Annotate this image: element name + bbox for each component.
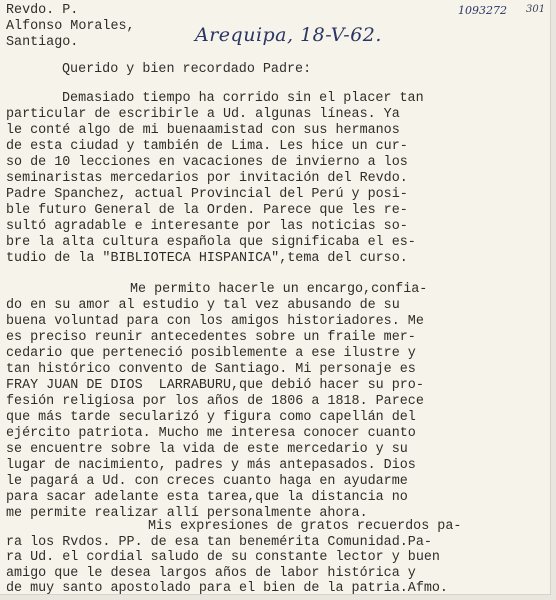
paragraph-3-line: ra Ud. el cordial saludo de su constante lector y buen (6, 550, 440, 565)
paragraph-2-line: para sacar adelante esta tarea,que la distancia no (6, 490, 408, 505)
paragraph-2-line: ejército patriota. Mucho me interesa conocer cuanto (6, 426, 416, 441)
paragraph-1-line: ble futuro General de la Orden. Parece que les re- (6, 203, 408, 218)
archive-doc-number: 1093272 (458, 4, 507, 17)
paragraph-2-line: FRAY JUAN DE DIOS LARRABURU,que debió hacer su pro- (6, 378, 424, 393)
paragraph-3-line: ra los Rvdos. PP. de esa tan benemérita Comunidad.Pa- (6, 534, 432, 550)
paragraph-1-line: bre la alta cultura española que significaba el es- (6, 235, 416, 250)
paragraph-1-line: le conté algo de mi buenaamistad con sus hermanos (6, 123, 400, 138)
paragraph-3-line: de muy santo apostolado para el bien de la patria.Afmo. (6, 581, 448, 596)
paragraph-3-line: Mis expresiones de gratos recuerdos pa- (148, 519, 462, 534)
paragraph-1-line: so de 10 lecciones en vacaciones de invierno a los (6, 155, 408, 170)
recipient-line: Revdo. P. (6, 3, 79, 18)
recipient-line: Santiago. (6, 35, 79, 50)
paragraph-2-line: es preciso reunir antecedentes sobre un fraile mer- (6, 330, 416, 345)
paragraph-2-line: buena voluntad para con los amigos historiadores. Me (6, 314, 424, 329)
paragraph-1-line: tudio de la "BIBLIOTECA HISPANICA",tema del curso. (6, 251, 408, 266)
recipient-line: Alfonso Morales, (6, 19, 135, 34)
paragraph-1-line: Demasiado tiempo ha corrido sin el placer tan (62, 91, 424, 106)
paragraph-2-line: cedario que perteneció posiblemente a ese ilustre y (6, 346, 416, 361)
paragraph-2-line: que más tarde secularizó y figura como capellán del (6, 410, 416, 425)
paragraph-2-line: Me permito hacerle un encargo,confia- (130, 282, 428, 297)
paragraph-2-line: tan histórico convento de Santiago. Mi personaje es (6, 362, 416, 377)
paragraph-1-line: Padre Spanchez, actual Provincial del Perú y posi- (6, 187, 408, 202)
paragraph-1-line: de esta ciudad y también de Lima. Les hice un cur- (6, 139, 408, 154)
paragraph-2-line: me permite realizar allí personalmente ahora. (6, 506, 368, 521)
paragraph-1-line: particular de escribirle a Ud. algunas líneas. Ya (6, 107, 400, 122)
archive-sheet-number: 301 (526, 4, 546, 15)
paragraph-2-line: fesión religiosa por los años de 1806 a 1818. Parece (6, 394, 424, 409)
paragraph-1-line: sultó agradable e interesante por las noticias so- (6, 219, 408, 234)
handwritten-date: Arequipa, 18-V-62. (195, 24, 382, 46)
paragraph-1-line: seminaristas mercedarios por invitación del Revdo. (6, 171, 408, 186)
paragraph-3-line: amigo que le desea largos años de labor histórica y (6, 565, 416, 581)
paragraph-2-line: do en su amor al estudio y tal vez abusando de su (6, 298, 400, 313)
paragraph-2-line: se encuentre sobre la vida de este mercedario y su (6, 442, 408, 457)
salutation: Querido y bien recordado Padre: (62, 62, 312, 77)
paragraph-2-line: le pagará a Ud. con creces cuanto haga en ayudarme (6, 474, 408, 489)
paragraph-2-line: lugar de nacimiento, padres y más antepasados. Dios (6, 458, 416, 473)
